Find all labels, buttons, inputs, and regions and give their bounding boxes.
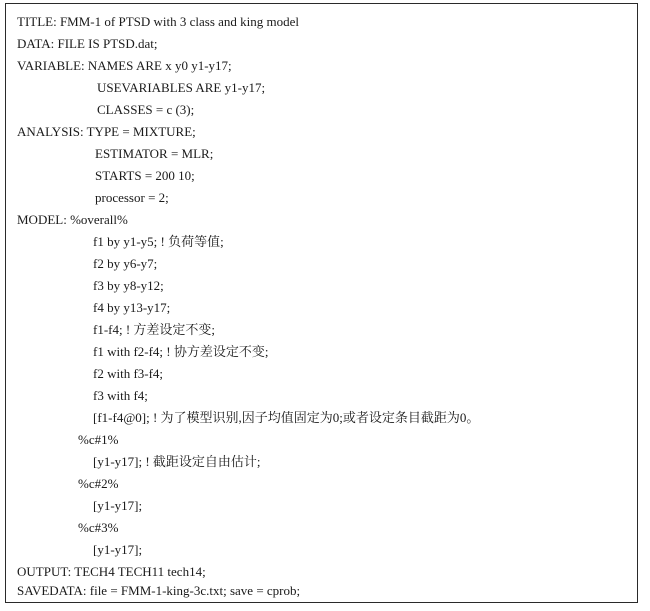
code-line-variable: VARIABLE: NAMES ARE x y0 y1-y17; <box>17 58 232 73</box>
code-line-model: MODEL: %overall% <box>17 212 128 227</box>
code-line-class1-intercepts: [y1-y17]; ! 截距设定自由估计; <box>93 454 261 469</box>
code-line-classes: CLASSES = c (3); <box>97 102 195 117</box>
code-listing-box <box>5 3 638 603</box>
code-line-title: TITLE: FMM-1 of PTSD with 3 class and king model <box>17 14 300 29</box>
code-line-output: OUTPUT: TECH4 TECH11 tech14; <box>17 564 206 579</box>
code-line-class3-label: %c#3% <box>78 520 119 535</box>
code-line-savedata: SAVEDATA: file = FMM-1-king-3c.txt; save = cprob; <box>17 583 301 598</box>
code-line-starts: STARTS = 200 10; <box>95 168 195 183</box>
code-line-class2-label: %c#2% <box>78 476 119 491</box>
code-line-estimator: ESTIMATOR = MLR; <box>95 146 214 161</box>
code-line-f1-by: f1 by y1-y5; ! 负荷等值; <box>93 234 224 249</box>
code-line-usevariables: USEVARIABLES ARE y1-y17; <box>97 80 266 95</box>
code-line-analysis: ANALYSIS: TYPE = MIXTURE; <box>17 124 196 139</box>
code-line-f4-by: f4 by y13-y17; <box>93 300 171 315</box>
code-line-processor: processor = 2; <box>95 190 169 205</box>
code-line-f3-by: f3 by y8-y12; <box>93 278 164 293</box>
code-line-class2-intercepts: [y1-y17]; <box>93 498 143 513</box>
code-line-class1-label: %c#1% <box>78 432 119 447</box>
code-line-data: DATA: FILE IS PTSD.dat; <box>17 36 158 51</box>
code-line-f3-with: f3 with f4; <box>93 388 148 403</box>
code-line-f1-with: f1 with f2-f4; ! 协方差设定不变; <box>93 344 269 359</box>
code-line-f2-by: f2 by y6-y7; <box>93 256 158 271</box>
code-line-variances: f1-f4; ! 方差设定不变; <box>93 322 216 337</box>
code-line-factor-means: [f1-f4@0]; ! 为了模型识别,因子均值固定为0;或者设定条目截距为0。 <box>93 410 480 425</box>
code-line-class3-intercepts: [y1-y17]; <box>93 542 143 557</box>
code-line-f2-with: f2 with f3-f4; <box>93 366 164 381</box>
